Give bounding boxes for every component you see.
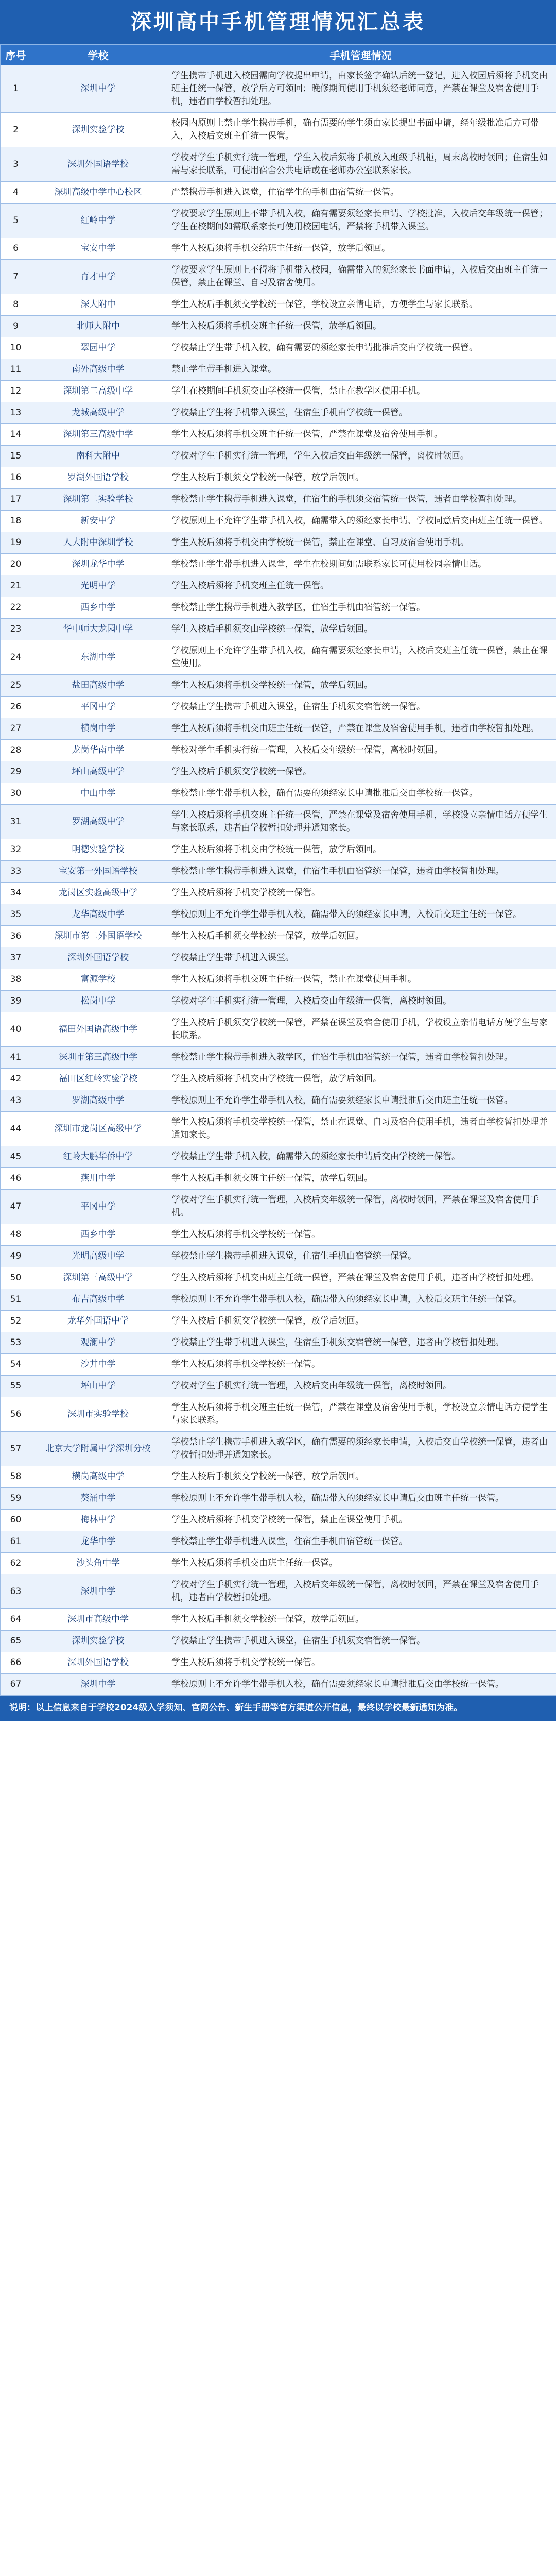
- row-number: 14: [1, 424, 31, 446]
- school-name: 龙华中学: [31, 1531, 165, 1553]
- management-info: 学生入校后须将手机交由班主任统一保管。: [165, 1553, 556, 1574]
- table-row: [1, 1354, 556, 1376]
- school-name: 深圳高级中学中心校区: [31, 182, 165, 204]
- school-name: 西乡中学: [31, 1224, 165, 1246]
- management-info: 学生入校后须将手机交由班主任统一保管，严禁在课堂及宿舍使用手机，违者由学校暂扣处理。: [165, 1267, 556, 1289]
- row-number: 43: [1, 1090, 31, 1112]
- management-info: 学生入校后须将手机交学校统一保管，禁止在课堂、自习及宿舍使用手机，违者由学校暂扣处理并通知家长。: [165, 1112, 556, 1146]
- table-row: [1, 1112, 556, 1146]
- table-row: [1, 1397, 556, 1432]
- school-name: 北京大学附属中学深圳分校: [31, 1432, 165, 1466]
- table-row: [1, 337, 556, 359]
- row-number: 24: [1, 640, 31, 675]
- school-name: 龙岗华南中学: [31, 740, 165, 761]
- management-info: 学生入校后须将手机交班主任统一保管，严禁在课堂及宿舍使用手机。: [165, 424, 556, 446]
- row-number: 56: [1, 1397, 31, 1432]
- footnote: 说明：以上信息来自于学校2024级入学须知、官网公告、新生手册等官方渠道公开信息，最终以学校最新通知为准。: [0, 1696, 556, 1721]
- school-name: 育才中学: [31, 260, 165, 294]
- row-number: 26: [1, 697, 31, 718]
- row-number: 11: [1, 359, 31, 381]
- management-info: 学校禁止学生携带手机进入课堂，住宿生手机由宿管统一保管，违者由学校暂扣处理。: [165, 861, 556, 883]
- school-name: 深圳第二实验学校: [31, 489, 165, 511]
- school-name: 东湖中学: [31, 640, 165, 675]
- management-info: 学生入校后须将手机交学校统一保管，放学后领回。: [165, 675, 556, 697]
- management-info: 学校禁止学生携带手机进入课堂，住宿生手机须交宿管统一保管。: [165, 1631, 556, 1652]
- management-info: 校园内原则上禁止学生携带手机，确有需要的学生须由家长提出书面申请，经年级批准后方可带入，入校后交班主任统一保管。: [165, 113, 556, 147]
- management-info: 学校禁止学生带手机入校，确有需要的须经家长申请批准后交由学校统一保管。: [165, 337, 556, 359]
- school-name: 深圳实验学校: [31, 113, 165, 147]
- management-info: 学校禁止学生带手机进入课堂。: [165, 947, 556, 969]
- row-number: 2: [1, 113, 31, 147]
- school-name: 深圳第三高级中学: [31, 1267, 165, 1289]
- table-row: [1, 1267, 556, 1289]
- table-row: [1, 783, 556, 805]
- management-info: 学校禁止学生带手机入校，确有需要的须经家长申请批准后交由学校统一保管。: [165, 783, 556, 805]
- row-number: 45: [1, 1146, 31, 1168]
- page-title: 深圳高中手机管理情况汇总表: [0, 0, 556, 44]
- management-info: 学生入校后手机须交学校统一保管，学校设立亲情电话，方便学生与家长联系。: [165, 294, 556, 316]
- management-info: 学校对学生手机实行统一管理，入校后交由年级统一保管，离校时领回。: [165, 1376, 556, 1397]
- table-row: [1, 204, 556, 238]
- row-number: 37: [1, 947, 31, 969]
- school-name: 龙华外国语中学: [31, 1311, 165, 1332]
- management-info: 学校原则上不允许学生带手机入校，确有需要须经家长申请批准后交由学校统一保管。: [165, 1674, 556, 1696]
- management-info: 学生入校后手机须交由学校统一保管，放学后领回。: [165, 619, 556, 640]
- table-row: [1, 619, 556, 640]
- row-number: 22: [1, 597, 31, 619]
- table-row: [1, 532, 556, 554]
- management-info: 学生入校后须将手机交班主任统一保管，放学后领回。: [165, 316, 556, 337]
- management-info: 学生入校后须将手机交班主任统一保管，禁止在课堂使用手机。: [165, 969, 556, 991]
- management-info: 学校原则上不允许学生带手机入校，确需带入的须经家长申请，入校后交班主任统一保管。: [165, 904, 556, 926]
- row-number: 59: [1, 1488, 31, 1510]
- row-number: 61: [1, 1531, 31, 1553]
- management-info: 学生携带手机进入校园需向学校提出申请，由家长签字确认后统一登记，进入校园后须将手机交由班主任统一保管，放学后方可领回；晚修期间使用手机须经老师同意，严禁在课堂及宿舍使用手机，违者由学校暂扣处理。: [165, 65, 556, 113]
- management-info: 学校禁止学生带手机进入课堂，住宿生手机由宿管统一保管。: [165, 1531, 556, 1553]
- row-number: 55: [1, 1376, 31, 1397]
- school-name: 中山中学: [31, 783, 165, 805]
- row-number: 62: [1, 1553, 31, 1574]
- row-number: 53: [1, 1332, 31, 1354]
- table-row: [1, 883, 556, 904]
- row-number: 15: [1, 446, 31, 467]
- table-row: [1, 1090, 556, 1112]
- row-number: 17: [1, 489, 31, 511]
- summary-table: [0, 44, 556, 1696]
- table-row: [1, 1289, 556, 1311]
- table-row: [1, 113, 556, 147]
- table-row: [1, 597, 556, 619]
- management-info: 学生入校后须将手机交学校统一保管。: [165, 1224, 556, 1246]
- table-row: [1, 1012, 556, 1047]
- table-header: [1, 45, 556, 65]
- management-info: 学生入校后须将手机交班主任统一保管。: [165, 575, 556, 597]
- row-number: 28: [1, 740, 31, 761]
- table-row: [1, 238, 556, 260]
- row-number: 6: [1, 238, 31, 260]
- row-number: 30: [1, 783, 31, 805]
- school-name: 燕川中学: [31, 1168, 165, 1190]
- table-row: [1, 1674, 556, 1696]
- row-number: 29: [1, 761, 31, 783]
- table-row: [1, 1488, 556, 1510]
- school-name: 福田区红岭实验学校: [31, 1069, 165, 1090]
- row-number: 51: [1, 1289, 31, 1311]
- table-row: [1, 1146, 556, 1168]
- school-name: 松岗中学: [31, 991, 165, 1012]
- row-number: 41: [1, 1047, 31, 1069]
- management-info: 学校禁止学生携带手机进入课堂，住宿生手机由宿管统一保管。: [165, 1246, 556, 1267]
- row-number: 66: [1, 1652, 31, 1674]
- table-row: [1, 294, 556, 316]
- school-name: 罗湖高级中学: [31, 805, 165, 839]
- management-info: 学校原则上不允许学生带手机入校，确需带入的须经家长申请、学校同意后交由班主任统一保管。: [165, 511, 556, 532]
- row-number: 19: [1, 532, 31, 554]
- row-number: 40: [1, 1012, 31, 1047]
- management-info: 学校禁止学生携带手机进入课堂，住宿生手机须交宿管统一保管。: [165, 697, 556, 718]
- row-number: 47: [1, 1190, 31, 1224]
- row-number: 18: [1, 511, 31, 532]
- school-name: 深圳第三高级中学: [31, 424, 165, 446]
- table-row: [1, 1224, 556, 1246]
- table-row: [1, 1553, 556, 1574]
- school-name: 深圳实验学校: [31, 1631, 165, 1652]
- school-name: 宝安第一外国语学校: [31, 861, 165, 883]
- school-name: 梅林中学: [31, 1510, 165, 1531]
- school-name: 人大附中深圳学校: [31, 532, 165, 554]
- management-info: 学校要求学生原则上不得将手机带入校园，确需带入的须经家长书面申请，入校后交由班主任统一保管，禁止在课堂、自习及宿舍使用。: [165, 260, 556, 294]
- management-info: 学校原则上不允许学生带手机入校，确需带入的须经家长申请，入校后交班主任统一保管。: [165, 1289, 556, 1311]
- table-row: [1, 65, 556, 113]
- management-info: 学校禁止学生携带手机进入教学区，住宿生手机由宿管统一保管，违者由学校暂扣处理。: [165, 1047, 556, 1069]
- management-info: 学校禁止学生携带手机进入课堂，住宿生的手机须交宿管统一保管，违者由学校暂扣处理。: [165, 489, 556, 511]
- school-name: 北师大附中: [31, 316, 165, 337]
- table-row: [1, 554, 556, 575]
- row-number: 21: [1, 575, 31, 597]
- table-row: [1, 1168, 556, 1190]
- table-row: [1, 1631, 556, 1652]
- row-number: 39: [1, 991, 31, 1012]
- management-info: 学校对学生手机实行统一管理，入校后交年级统一保管，离校时领回。: [165, 740, 556, 761]
- row-number: 13: [1, 402, 31, 424]
- row-number: 27: [1, 718, 31, 740]
- school-name: 葵涌中学: [31, 1488, 165, 1510]
- table-row: [1, 969, 556, 991]
- management-info: 学校对学生手机实行统一管理，入校后交年级统一保管，离校时领回，严禁在课堂及宿舍使用手机。: [165, 1190, 556, 1224]
- row-number: 33: [1, 861, 31, 883]
- school-name: 盐田高级中学: [31, 675, 165, 697]
- management-info: 学生入校后须将手机交给班主任统一保管，放学后领回。: [165, 238, 556, 260]
- management-info: 学生入校后须将手机交由学校统一保管，禁止在课堂、自习及宿舍使用手机。: [165, 532, 556, 554]
- table-row: [1, 359, 556, 381]
- row-number: 10: [1, 337, 31, 359]
- school-name: 深圳龙华中学: [31, 554, 165, 575]
- row-number: 23: [1, 619, 31, 640]
- table-row: [1, 740, 556, 761]
- table-row: [1, 260, 556, 294]
- table-row: [1, 147, 556, 182]
- school-name: 深圳外国语学校: [31, 947, 165, 969]
- management-info: 学生入校后手机须交学校统一保管，放学后领回。: [165, 926, 556, 947]
- school-name: 深圳外国语学校: [31, 1652, 165, 1674]
- school-name: 新安中学: [31, 511, 165, 532]
- school-name: 红岭大鹏华侨中学: [31, 1146, 165, 1168]
- table-row: [1, 1510, 556, 1531]
- management-info: 学生入校后须将手机交由学校统一保管，放学后领回。: [165, 1069, 556, 1090]
- management-info: 学生入校后手机须交学校统一保管，放学后领回。: [165, 1311, 556, 1332]
- school-name: 龙城高级中学: [31, 402, 165, 424]
- school-name: 坪山高级中学: [31, 761, 165, 783]
- table-row: [1, 182, 556, 204]
- row-number: 52: [1, 1311, 31, 1332]
- table-row: [1, 805, 556, 839]
- table-row: [1, 991, 556, 1012]
- table-row: [1, 1069, 556, 1090]
- management-info: 学生在校期间手机须交由学校统一保管，禁止在教学区使用手机。: [165, 381, 556, 402]
- management-info: 学校要求学生原则上不带手机入校，确有需要须经家长申请、学校批准，入校后交年级统一保管；学生在校期间如需联系家长可使用校园电话，严禁将手机带入课堂。: [165, 204, 556, 238]
- management-info: 学校禁止学生带手机入校，确需带入的须经家长申请后交由学校统一保管。: [165, 1146, 556, 1168]
- school-name: 龙华高级中学: [31, 904, 165, 926]
- school-name: 深圳中学: [31, 1674, 165, 1696]
- row-number: 54: [1, 1354, 31, 1376]
- row-number: 65: [1, 1631, 31, 1652]
- header-row: [1, 45, 556, 65]
- school-name: 深圳外国语学校: [31, 147, 165, 182]
- table-row: [1, 1047, 556, 1069]
- management-info: 学生入校后须将手机交由学校统一保管，放学后领回。: [165, 839, 556, 861]
- row-number: 8: [1, 294, 31, 316]
- row-number: 63: [1, 1574, 31, 1609]
- management-info: 学校禁止学生带手机进入课堂，学生在校期间如需联系家长可使用校园亲情电话。: [165, 554, 556, 575]
- management-info: 学校原则上不允许学生带手机入校，确需带入的须经家长申请后交由班主任统一保管。: [165, 1488, 556, 1510]
- table-row: [1, 640, 556, 675]
- table-row: [1, 381, 556, 402]
- row-number: 7: [1, 260, 31, 294]
- management-info: 学校对学生手机实行统一管理，入校后交由年级统一保管，离校时领回。: [165, 991, 556, 1012]
- row-number: 32: [1, 839, 31, 861]
- management-info: 学生入校后手机须交学校统一保管，放学后领回。: [165, 1466, 556, 1488]
- row-number: 25: [1, 675, 31, 697]
- row-number: 35: [1, 904, 31, 926]
- school-name: 福田外国语高级中学: [31, 1012, 165, 1047]
- table-row: [1, 1311, 556, 1332]
- table-row: [1, 1652, 556, 1674]
- management-info: 学生入校后须将手机交班主任统一保管，严禁在课堂及宿舍使用手机，学校设立亲情电话方便学生与家长联系，违者由学校暂扣处理并通知家长。: [165, 805, 556, 839]
- school-name: 坪山中学: [31, 1376, 165, 1397]
- management-info: 学生入校后手机须交学校统一保管，放学后领回。: [165, 1609, 556, 1631]
- row-number: 57: [1, 1432, 31, 1466]
- table-row: [1, 947, 556, 969]
- school-name: 光明高级中学: [31, 1246, 165, 1267]
- management-info: 学校原则上不允许学生带手机入校，确有需要须经家长申请，入校后交班主任统一保管，禁止在课堂使用。: [165, 640, 556, 675]
- school-name: 深圳中学: [31, 1574, 165, 1609]
- school-name: 南科大附中: [31, 446, 165, 467]
- table-row: [1, 316, 556, 337]
- management-info: 学校对学生手机实行统一管理，学生入校后须将手机放入班级手机柜，周末离校时领回；住宿生如需与家长联系，可使用宿舍公共电话或在老师办公室联系家长。: [165, 147, 556, 182]
- table-row: [1, 926, 556, 947]
- table-row: [1, 402, 556, 424]
- row-number: 44: [1, 1112, 31, 1146]
- row-number: 64: [1, 1609, 31, 1631]
- table-row: [1, 1609, 556, 1631]
- row-number: 1: [1, 65, 31, 113]
- table-row: [1, 446, 556, 467]
- table-row: [1, 839, 556, 861]
- school-name: 富源学校: [31, 969, 165, 991]
- header-school: 学校: [31, 45, 165, 65]
- header-info: 手机管理情况: [165, 45, 556, 65]
- management-info: 学生入校后须将手机交学校统一保管。: [165, 1354, 556, 1376]
- management-info: 学校原则上不允许学生带手机入校，确有需要须经家长申请批准后交由班主任统一保管。: [165, 1090, 556, 1112]
- management-info: 学生入校后须将手机交由班主任统一保管，严禁在课堂及宿舍使用手机，违者由学校暂扣处理。: [165, 718, 556, 740]
- school-name: 沙头角中学: [31, 1553, 165, 1574]
- table-row: [1, 1466, 556, 1488]
- row-number: 20: [1, 554, 31, 575]
- row-number: 3: [1, 147, 31, 182]
- table-row: [1, 718, 556, 740]
- school-name: 布吉高级中学: [31, 1289, 165, 1311]
- table-row: [1, 489, 556, 511]
- school-name: 龙岗区实验高级中学: [31, 883, 165, 904]
- school-name: 红岭中学: [31, 204, 165, 238]
- header-no: 序号: [1, 45, 31, 65]
- management-info: 学生入校后手机须交学校统一保管。: [165, 761, 556, 783]
- management-info: 学生入校后须将手机交学校统一保管。: [165, 1652, 556, 1674]
- table-row: [1, 761, 556, 783]
- school-name: 深圳市第三高级中学: [31, 1047, 165, 1069]
- management-info: 学校禁止学生携带手机进入教学区，住宿生手机由宿管统一保管。: [165, 597, 556, 619]
- table-row: [1, 904, 556, 926]
- school-name: 深圳市第二外国语学校: [31, 926, 165, 947]
- row-number: 42: [1, 1069, 31, 1090]
- school-name: 深圳市高级中学: [31, 1609, 165, 1631]
- table-row: [1, 1190, 556, 1224]
- row-number: 38: [1, 969, 31, 991]
- table-row: [1, 1574, 556, 1609]
- management-info: 学生入校后手机须交学校统一保管，严禁在课堂及宿舍使用手机，学校设立亲情电话方便学生与家长联系。: [165, 1012, 556, 1047]
- management-info: 学校对学生手机实行统一管理，学生入校后交由年级统一保管，离校时领回。: [165, 446, 556, 467]
- row-number: 34: [1, 883, 31, 904]
- management-info: 学生入校后须将手机交学校统一保管。: [165, 883, 556, 904]
- row-number: 36: [1, 926, 31, 947]
- management-info: 学生入校后手机须交学校统一保管，放学后领回。: [165, 467, 556, 489]
- school-name: 罗湖外国语学校: [31, 467, 165, 489]
- table-row: [1, 1531, 556, 1553]
- row-number: 31: [1, 805, 31, 839]
- row-number: 4: [1, 182, 31, 204]
- row-number: 58: [1, 1466, 31, 1488]
- school-name: 明德实验学校: [31, 839, 165, 861]
- table-row: [1, 697, 556, 718]
- row-number: 48: [1, 1224, 31, 1246]
- table-body: [1, 65, 556, 1696]
- management-info: 学校对学生手机实行统一管理，入校后交年级统一保管，离校时领回，严禁在课堂及宿舍使用手机，违者由学校暂扣处理。: [165, 1574, 556, 1609]
- table-row: [1, 675, 556, 697]
- school-name: 横岗中学: [31, 718, 165, 740]
- school-name: 平冈中学: [31, 1190, 165, 1224]
- table-row: [1, 1246, 556, 1267]
- management-info: 严禁携带手机进入课堂，住宿学生的手机由宿管统一保管。: [165, 182, 556, 204]
- school-name: 沙井中学: [31, 1354, 165, 1376]
- table-row: [1, 575, 556, 597]
- row-number: 9: [1, 316, 31, 337]
- row-number: 16: [1, 467, 31, 489]
- school-name: 华中师大龙园中学: [31, 619, 165, 640]
- table-row: [1, 1332, 556, 1354]
- school-name: 深圳中学: [31, 65, 165, 113]
- table-row: [1, 511, 556, 532]
- management-info: 学生入校后手机须交班主任统一保管，放学后领回。: [165, 1168, 556, 1190]
- management-info: 学校禁止学生带手机进入课堂，住宿生手机须交宿管统一保管，违者由学校暂扣处理。: [165, 1332, 556, 1354]
- row-number: 50: [1, 1267, 31, 1289]
- row-number: 49: [1, 1246, 31, 1267]
- school-name: 深圳市龙岗区高级中学: [31, 1112, 165, 1146]
- school-name: 横岗高级中学: [31, 1466, 165, 1488]
- school-name: 西乡中学: [31, 597, 165, 619]
- row-number: 5: [1, 204, 31, 238]
- school-name: 观澜中学: [31, 1332, 165, 1354]
- row-number: 60: [1, 1510, 31, 1531]
- school-name: 光明中学: [31, 575, 165, 597]
- table-row: [1, 1432, 556, 1466]
- school-name: 罗湖高级中学: [31, 1090, 165, 1112]
- table-row: [1, 467, 556, 489]
- school-name: 平冈中学: [31, 697, 165, 718]
- row-number: 67: [1, 1674, 31, 1696]
- management-info: 禁止学生带手机进入课堂。: [165, 359, 556, 381]
- row-number: 12: [1, 381, 31, 402]
- management-info: 学生入校后须将手机交学校统一保管，禁止在课堂使用手机。: [165, 1510, 556, 1531]
- school-name: 翠园中学: [31, 337, 165, 359]
- school-name: 深大附中: [31, 294, 165, 316]
- management-info: 学生入校后须将手机交班主任统一保管，严禁在课堂及宿舍使用手机，学校设立亲情电话方便学生与家长联系。: [165, 1397, 556, 1432]
- table-row: [1, 861, 556, 883]
- table-row: [1, 1376, 556, 1397]
- school-name: 宝安中学: [31, 238, 165, 260]
- school-name: 深圳第二高级中学: [31, 381, 165, 402]
- row-number: 46: [1, 1168, 31, 1190]
- management-info: 学校禁止学生将手机带入课堂，住宿生手机由学校统一保管。: [165, 402, 556, 424]
- school-name: 南外高级中学: [31, 359, 165, 381]
- management-info: 学校禁止学生携带手机进入教学区，确有需要的须经家长申请，入校后交由学校统一保管，违者由学校暂扣处理并通知家长。: [165, 1432, 556, 1466]
- table-row: [1, 424, 556, 446]
- school-name: 深圳市实验学校: [31, 1397, 165, 1432]
